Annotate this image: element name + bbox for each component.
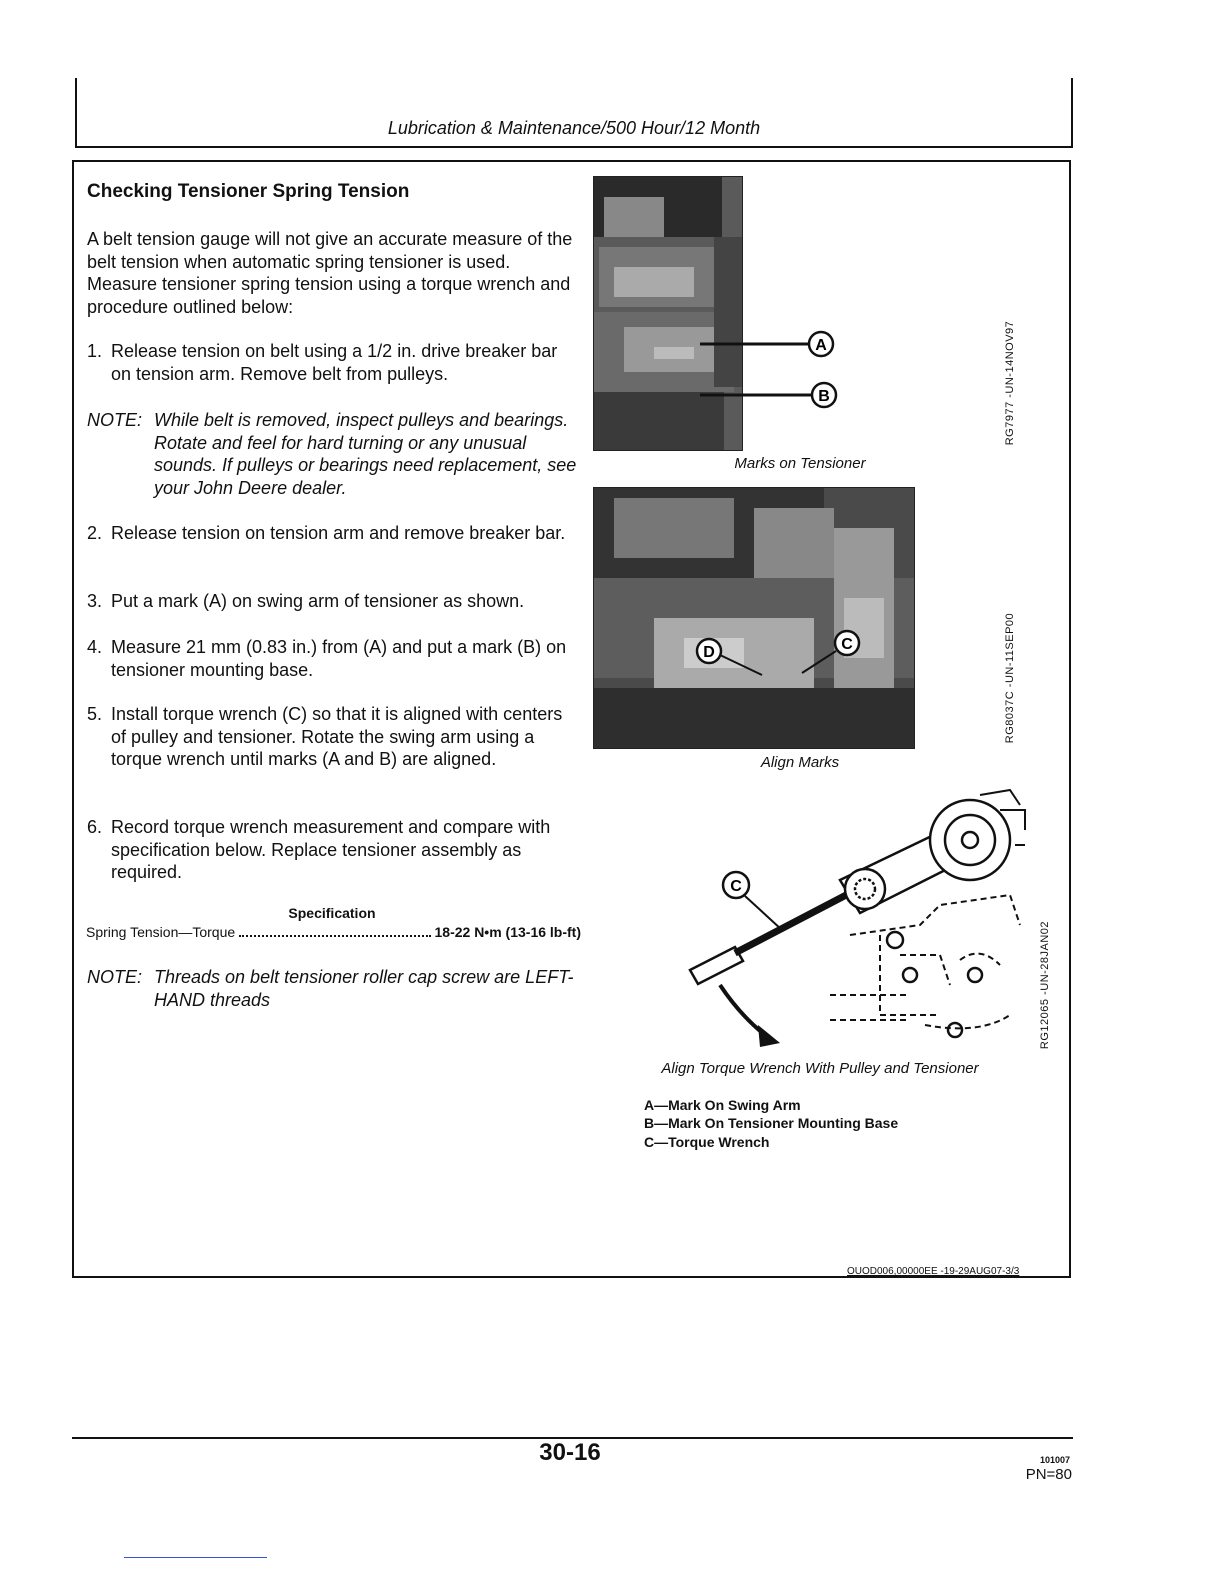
pulley-outer [930, 800, 1010, 880]
photo-align-marks [593, 487, 915, 749]
callout-b-label: B [818, 388, 830, 405]
legend-item-a: A—Mark On Swing Arm [644, 1097, 801, 1113]
pn-code: PN=80 [1025, 1466, 1072, 1483]
engine-outline-dashed [830, 895, 1020, 1028]
legend-item-b: B—Mark On Tensioner Mounting Base [644, 1115, 899, 1131]
wrench-ratchet-head [845, 869, 885, 909]
caption-align-torque-wrench: Align Torque Wrench With Pulley and Tensioner [661, 1060, 979, 1077]
step-text: Put a mark (A) on swing arm of tensioner as shown. [111, 591, 525, 611]
step-5 [87, 703, 577, 771]
step-text: Release tension on tension arm and remove breaker bar. [111, 523, 566, 543]
caption-align-marks: Align Marks [760, 754, 840, 771]
callouts-d-c [692, 625, 872, 685]
step-1 [87, 340, 577, 385]
rotation-arrow-head [758, 1025, 780, 1047]
header-rule [75, 146, 1073, 148]
caption-marks-on-tensioner: Marks on Tensioner [734, 455, 866, 472]
step-2 [87, 522, 577, 545]
step-text: Record torque wrench measurement and compare with specification below. Replace tensioner assembly as required. [111, 817, 551, 882]
step-number: 4. [87, 637, 103, 657]
page-header-title: Lubrication & Maintenance/500 Hour/12 Month [387, 118, 761, 138]
legend-item-c: C—Torque Wrench [644, 1134, 770, 1150]
callout-c-label: C [730, 878, 742, 895]
callout-d-label: D [703, 644, 715, 661]
specification-title: Specification [288, 905, 376, 921]
note-label: NOTE: [87, 410, 143, 430]
intro-paragraph: A belt tension gauge will not give an accurate measure of the belt tension when automatic spring tensioner is used. Measure tensioner spring tension using a torque wrench and procedure outlined below: [87, 229, 573, 317]
note-inspect-pulleys [87, 409, 582, 499]
spec-value: 18-22 N•m (13-16 lb-ft) [434, 924, 581, 940]
stray-blue-line [124, 1557, 267, 1558]
step-3 [87, 590, 577, 613]
bolt-3 [968, 968, 982, 982]
page-number: 30-16 [539, 1439, 601, 1466]
specification-row [86, 924, 581, 940]
step-4 [87, 636, 577, 681]
callout-a-label: A [815, 337, 827, 354]
step-number: 1. [87, 341, 103, 361]
figure-code-rg12065: RG12065 -UN-28JAN02 [1039, 920, 1051, 1050]
note-left-hand-threads [87, 966, 582, 1011]
callout-d-leader [720, 655, 762, 675]
callout-c-leader [802, 651, 836, 673]
callout-c-label: C [841, 636, 853, 653]
bolt-4 [948, 1023, 962, 1037]
step-number: 5. [87, 704, 103, 724]
section-title: Checking Tensioner Spring Tension [87, 181, 410, 202]
step-number: 2. [87, 523, 103, 543]
callout-c-leader [745, 896, 782, 930]
document-code: OUOD006,00000EE -19-29AUG07-3/3 [847, 1266, 1020, 1277]
note-text: Threads on belt tensioner roller cap screw are LEFT-HAND threads [154, 967, 574, 1010]
step-number: 3. [87, 591, 103, 611]
callouts-a-b [700, 320, 850, 420]
spec-label: Spring Tension—Torque [86, 924, 236, 940]
note-label: NOTE: [87, 967, 143, 987]
figure-code-rg8037c: RG8037C -UN-11SEP00 [1004, 612, 1016, 744]
spec-leader-dots [239, 925, 430, 937]
step-number: 6. [87, 817, 103, 837]
step-6 [87, 816, 577, 884]
note-text: While belt is removed, inspect pulleys and bearings. Rotate and feel for hard turning or any unusual sounds. If pulleys or bearings need replacement, see your John Deere dealer. [154, 410, 577, 498]
step-text: Install torque wrench (C) so that it is aligned with centers of pulley and tensioner. Rotate the swing arm using a torque wrench until marks (A and B) are aligned. [111, 704, 563, 769]
bolt-2 [903, 968, 917, 982]
step-text: Release tension on belt using a 1/2 in. drive breaker bar on tension arm. Remove belt from pulleys. [111, 341, 558, 384]
date-code: 101007 [1039, 1455, 1070, 1465]
figure-code-rg7977: RG7977 -UN-14NOV97 [1004, 320, 1016, 446]
photo-align-marks-image [594, 488, 915, 749]
drawing-torque-wrench-alignment [680, 785, 1040, 1060]
step-text: Measure 21 mm (0.83 in.) from (A) and put a mark (B) on tensioner mounting base. [111, 637, 567, 680]
bolt-1 [887, 932, 903, 948]
